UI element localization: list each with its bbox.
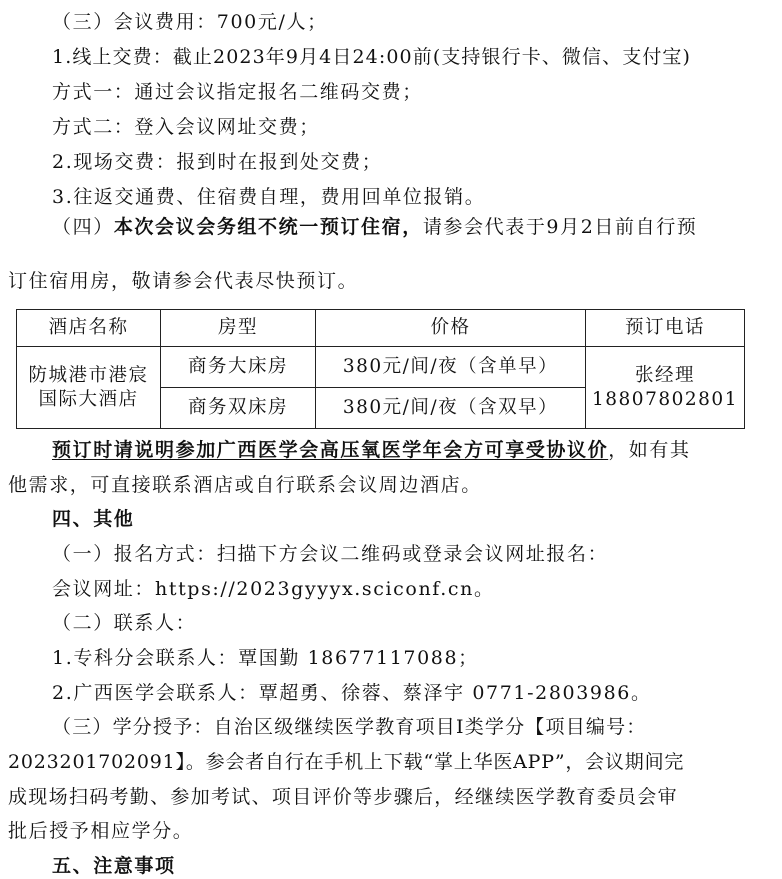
price-cell: 380元/间/夜（含双早） [316,388,586,429]
price-cell: 380元/间/夜（含单早） [316,347,586,388]
contact-name: 张经理 [634,364,695,386]
contact-phone: 18807802801 [592,388,738,410]
hotel-name-line1: 防城港市港宸 [28,364,149,386]
credit-granting: （三）学分授予：自治区级继续医学教育项目Ⅰ类学分【项目编号： [52,716,647,738]
travel-expense: 3.往返交通费、住宿费自理，费用回单位报销。 [52,186,486,208]
booking-note-bold: 预订时请说明参加广西医学会高压氧医学年会方可享受协议价 [52,439,609,461]
lodging-index: （四） [52,216,114,238]
room-type-cell: 商务大床房 [161,347,316,388]
table-header-row [17,310,745,347]
header-hotel-name: 酒店名称 [17,310,161,347]
registration-method: （一）报名方式：扫描下方会议二维码或登录会议网址报名： [52,543,609,565]
online-payment: 1.线上交费：截止2023年9月4日24:00前(支持银行卡、微信、支付宝) [52,46,692,68]
header-price: 价格 [316,310,586,347]
hotel-table [16,309,745,429]
contact-specialty: 1.专科分会联系人：覃国勤 18677117088； [52,647,479,669]
lodging-notice-bold: 本次会议会务组不统一预订住宿， [113,216,423,238]
booking-note-tail: ，如有其 [608,439,691,461]
fee-heading: （三）会议费用：700元/人； [52,11,328,33]
contacts-heading: （二）联系人： [52,612,197,634]
section-heading-notes: 五、注意事项 [52,855,176,877]
header-room-type: 房型 [161,310,316,347]
conference-url: 会议网址：https://2023gyyyx.sciconf.cn。 [52,578,495,600]
section-heading-other: 四、其他 [52,508,135,530]
lodging-continued: 订住宿用房，敬请参会代表尽快预订。 [8,270,359,292]
hotel-name-cell [17,347,161,429]
payment-method-2: 方式二：登入会议网址交费； [52,116,320,138]
booking-note-continued: 他需求，可直接联系酒店或自行联系会议周边酒店。 [8,474,482,496]
hotel-name-line2: 国际大酒店 [38,388,139,410]
lodging-paragraph [52,214,697,240]
credit-continued-1: 2023201702091】。参会者自行在手机上下载“掌上华医APP”，会议期间完 [8,751,685,773]
table-row [17,347,745,388]
header-phone: 预订电话 [586,310,745,347]
payment-method-1: 方式一：通过会议指定报名二维码交费； [52,81,423,103]
lodging-notice: 请参会代表于9月2日前自行预 [422,216,698,238]
room-type-cell: 商务双床房 [161,388,316,429]
credit-continued-2: 成现场扫码考勤、参加考试、项目评价等步骤后，经继续医学教育委员会审 [8,786,678,808]
credit-continued-3: 批后授予相应学分。 [8,820,194,842]
onsite-payment: 2.现场交费：报到时在报到处交费； [52,151,383,173]
booking-note [52,437,691,463]
contact-cell [586,347,745,429]
contact-association: 2.广西医学会联系人：覃超勇、徐蓉、蔡泽宇 0771-2803986。 [52,682,652,704]
